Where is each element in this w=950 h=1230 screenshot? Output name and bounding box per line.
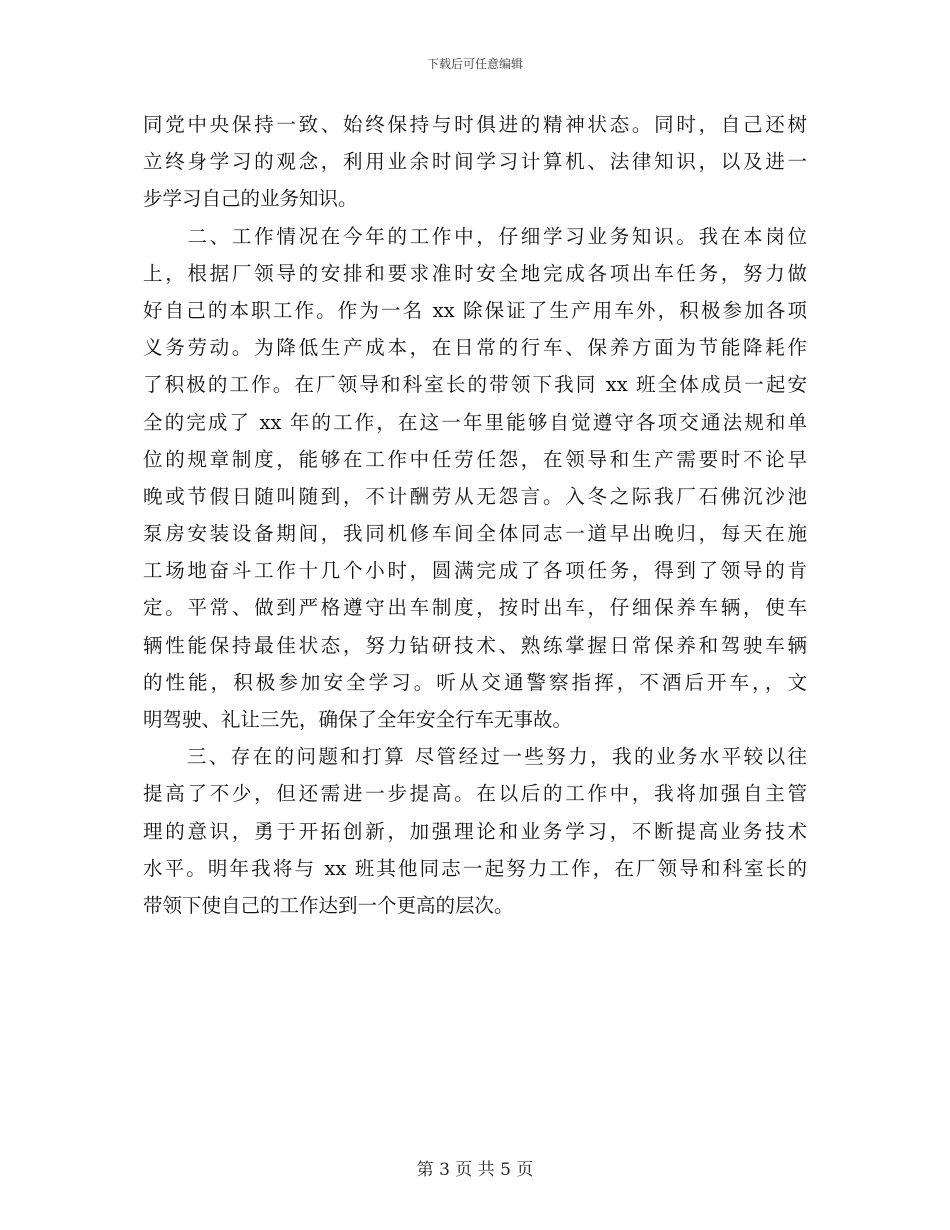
text-line: 义务劳动。为降低生产成本，在日常的行车、保养方面为节能降耗作 [143, 336, 807, 360]
text-line: 三、存在的问题和打算 尽管经过一些努力，我的业务水平较以往 [143, 745, 807, 769]
text-line: 晚或节假日随叫随到，不计酬劳从无怨言。入冬之际我厂石佛沉沙池 [143, 484, 807, 508]
text-line: 理的意识，勇于开拓创新，加强理论和业务学习，不断提高业务技术 [143, 819, 807, 843]
text-line: 立终身学习的观念，利用业余时间学习计算机、法律知识，以及进一 [143, 150, 807, 174]
text-line: 明驾驶、礼让三先，确保了全年安全行车无事故。 [143, 708, 573, 731]
text-line: 了积极的工作。在厂领导和科室长的带领下我同 xx 班全体成员一起安 [143, 373, 807, 397]
text-line: 二、工作情况在今年的工作中，仔细学习业务知识。我在本岗位 [143, 224, 807, 248]
text-line: 步学习自己的业务知识。 [143, 187, 358, 211]
text-line: 定。平常、做到严格遵守出车制度，按时出车，仔细保养车辆，使车 [143, 596, 807, 620]
text-line: 同党中央保持一致、始终保持与时俱进的精神状态。同时，自己还树 [143, 113, 807, 136]
page-header: 下载后可任意编辑 [426, 57, 523, 71]
text-line: 位的规章制度，能够在工作中任劳任怨，在领导和生产需要时不论早 [143, 447, 807, 471]
document-body [143, 106, 807, 924]
text-line: 好自己的本职工作。作为一名 xx 除保证了生产用车外，积极参加各项 [143, 298, 807, 322]
page-number: 第 3 页 共 5 页 [416, 1160, 534, 1180]
text-line: 提高了不少，但还需进一步提高。在以后的工作中，我将加强自主管 [143, 782, 807, 806]
text-line: 泵房安装设备期间，我同机修车间全体同志一道早出晚归，每天在施 [143, 522, 807, 546]
text-line: 的性能，积极参加安全学习。听从交通警察指挥，不酒后开车，，文 [143, 670, 807, 694]
text-line: 水平。明年我将与 xx 班其他同志一起努力工作，在厂领导和科室长的 [143, 856, 807, 880]
text-line: 上，根据厂领导的安排和要求准时安全地完成各项出车任务，努力做 [143, 261, 807, 285]
text-line: 辆性能保持最佳状态，努力钻研技术、熟练掌握日常保养和驾驶车辆 [143, 633, 807, 657]
text-line: 带领下使自己的工作达到一个更高的层次。 [143, 893, 514, 917]
text-line: 工场地奋斗工作十几个小时，圆满完成了各项任务，得到了领导的肯 [143, 559, 807, 583]
text-line: 全的完成了 xx 年的工作，在这一年里能够自觉遵守各项交通法规和单 [143, 410, 807, 434]
